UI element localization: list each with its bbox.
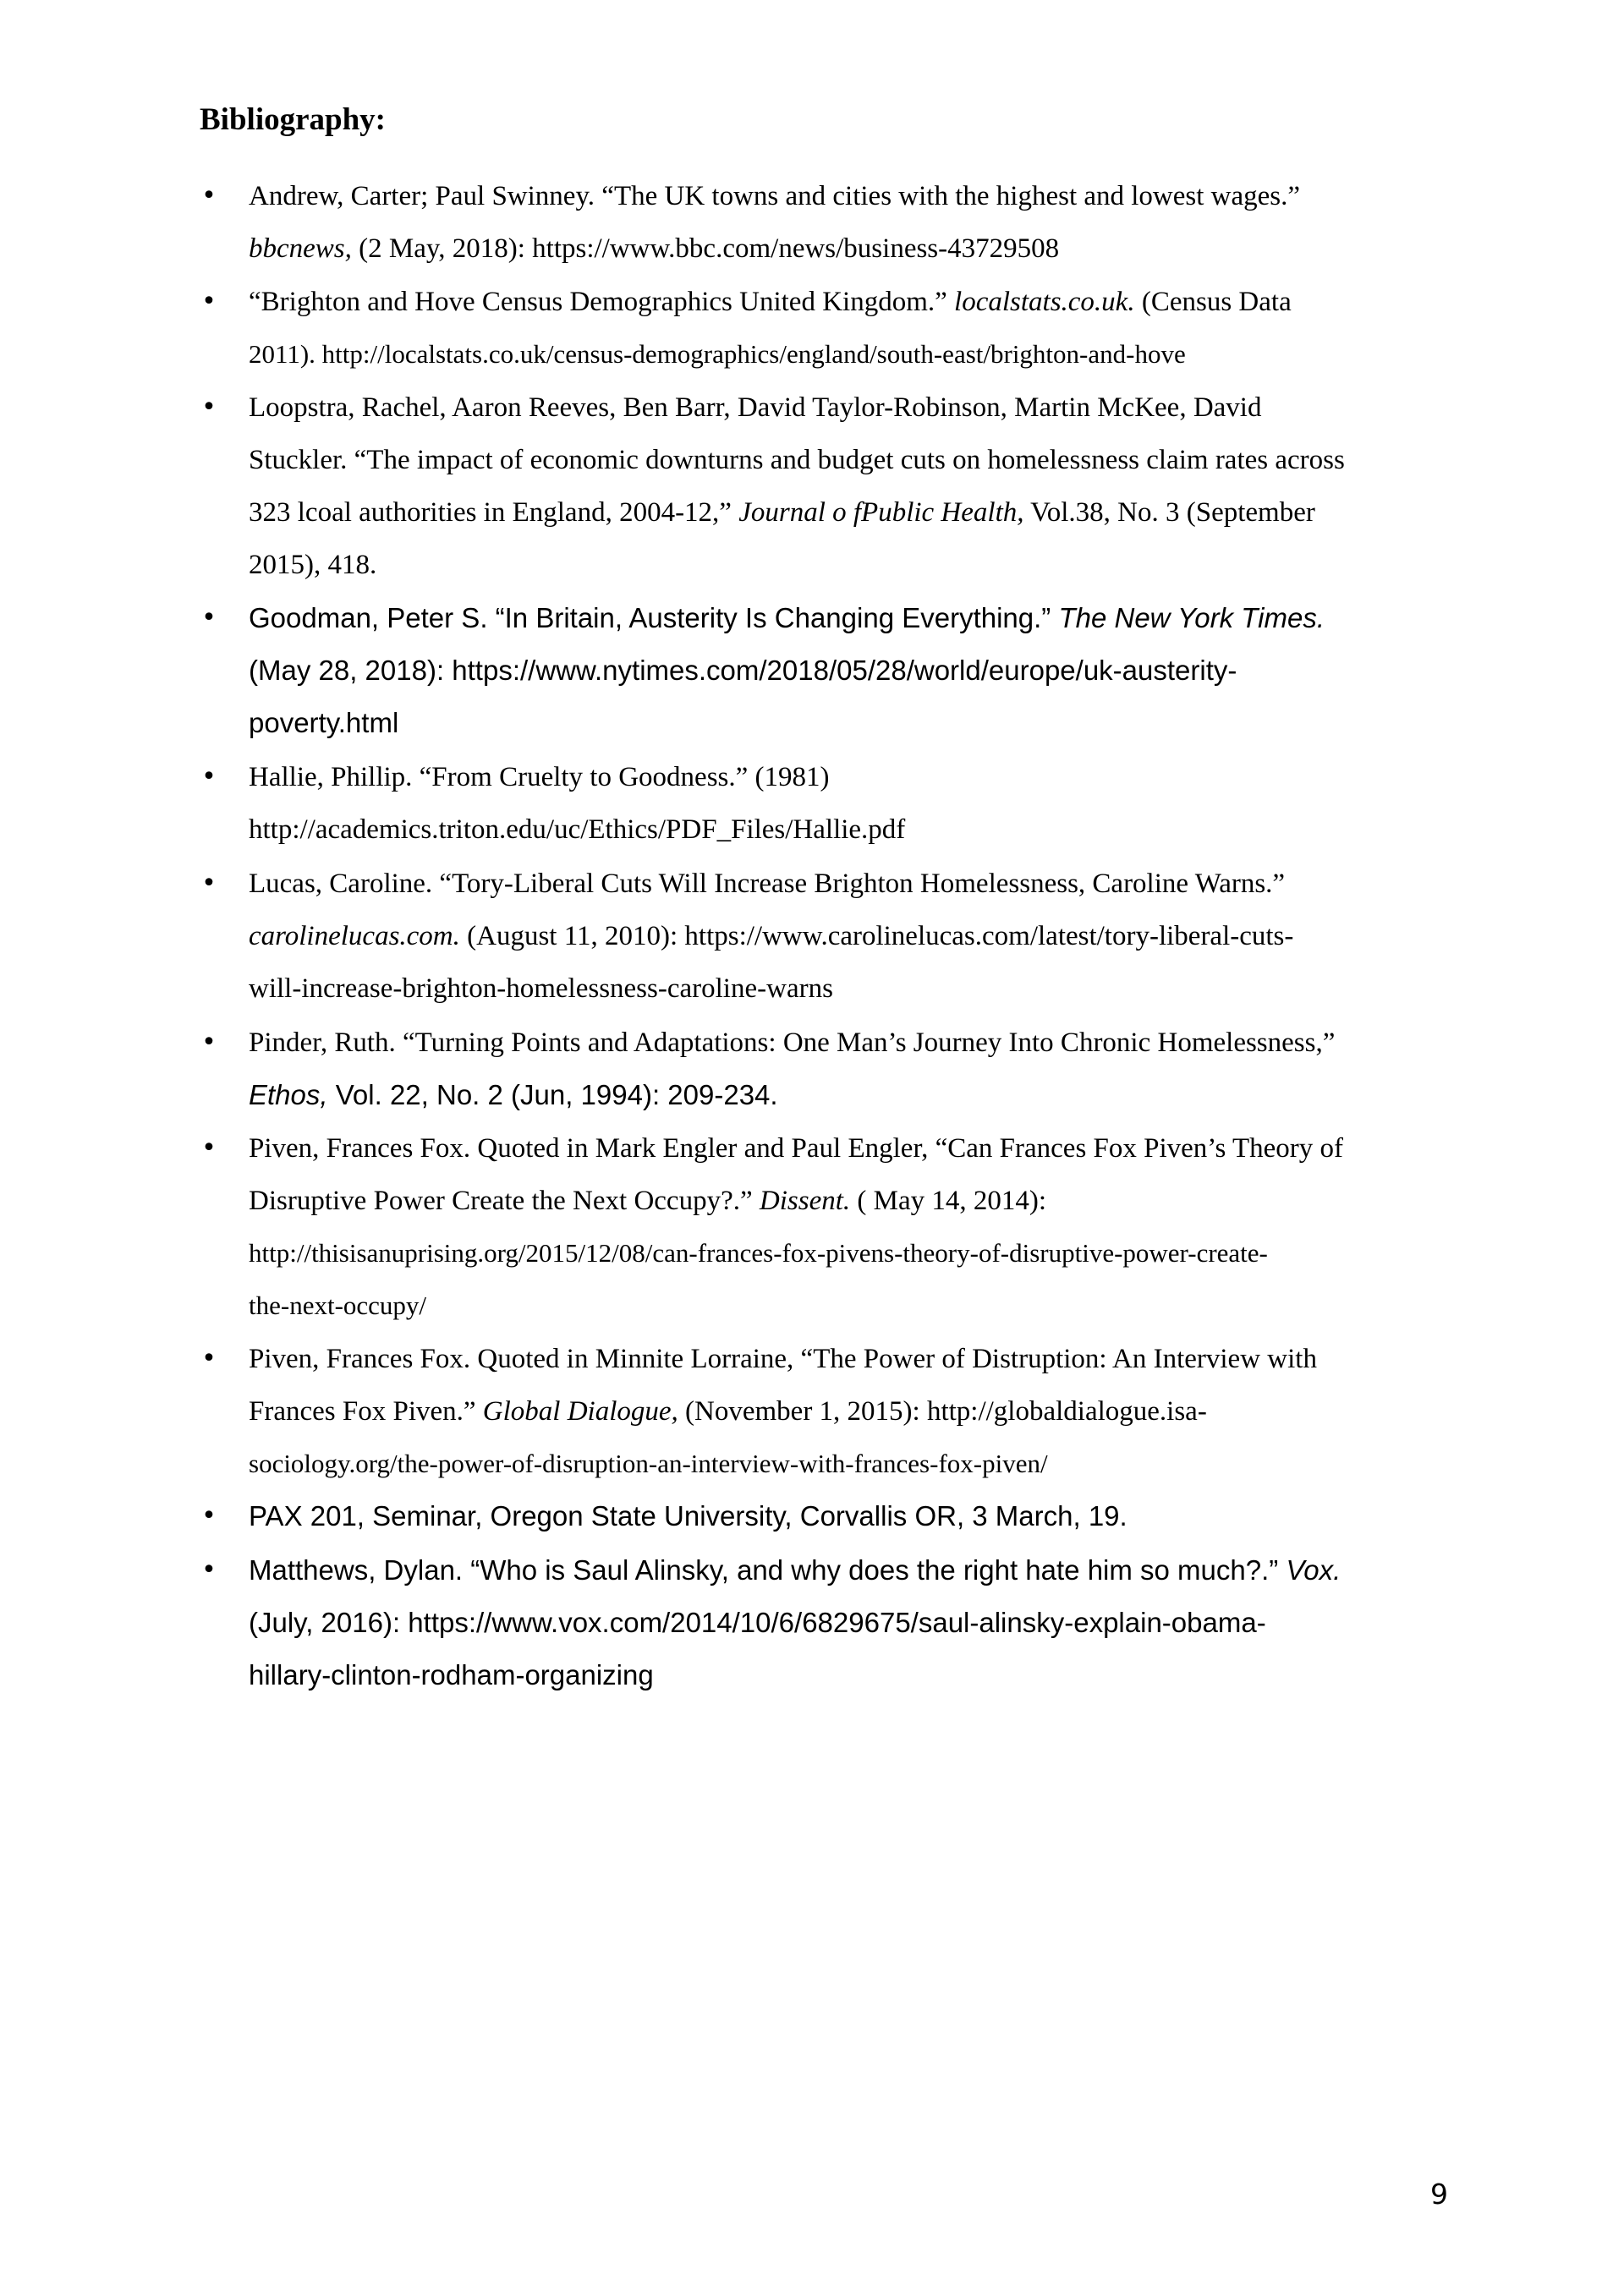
bullet-icon: • (201, 603, 217, 633)
bullet-icon: • (201, 762, 217, 792)
bullet-icon: • (201, 1027, 217, 1057)
bullet-icon: • (201, 1344, 217, 1373)
bullet-icon: • (201, 392, 217, 422)
bullet-icon: • (201, 1555, 217, 1585)
page-number: 9 (1430, 2178, 1448, 2211)
bullet-icon: • (201, 287, 217, 316)
bullet-icon: • (201, 869, 217, 898)
bullet-icon: • (201, 1133, 217, 1163)
bullet-icon: • (201, 181, 217, 211)
document-page: Bibliography: • Andrew, Carter; Paul Swinney. “The UK towns and cities with the highest and lowest wages.” bbcnews, (2 May, 2018): https://www.bbc.com/news/business-43729508 • “Brighton and Hove Census Demographics United Kingdom.” localstats.co.uk. (Census Data 2011). http://localstats.co.uk/census-demographics/england/south-east/brighton-and-hove • Loopstra, Rachel, Aaron Reeves, Ben Barr, David Taylor-Robinson, Martin McKee, David Stuckler. “The impact of economic downturns and budget cuts on homelessness claim rates across 323 lcoal authorities in England, 2004-12,” Journal o fPublic Health, Vol.38, No. 3 (September 2015), 418. • Goodman, Peter S. “In Britain, Austerity Is Changing Everything.” The New York Times. (May 28, 2018): https://www.nytimes.com/2018/05/28/world/europe/uk-austerity- poverty.html • Hallie, Phillip. “From Cruelty to Goodness.” (1981) http://academics.triton.edu/uc/Ethics/PDF_Files/Hallie.pdf • Lucas, Caroline. “Tory-Liberal Cuts Will Increase Brighton Homelessness, Caroline Warns.” carolinelucas.com. (August 11, 2010): https://www.carolinelucas.com/latest/tory-liberal-cuts- will-increase-brighton-homelessness-caroline-warns • Pinder, Ruth. “Turning Points and Adaptations: One Man’s Journey Into Chronic Homelessness,” Ethos, Vol. 22, No. 2 (Jun, 1994): 209-234. • Piven, Frances Fox. Quoted in Mark Engler and Paul Engler, “Can Frances Fox Piven’s Theory of Disruptive Power Create the Next Occupy?.” Dissent. ( May 14, 2014): http://thisisanuprising.org/2015/12/08/can-frances-fox-pivens-theory-of-disruptive-power-create- the-next-occupy/ • Piven, Frances Fox. Quoted in Minnite Lorraine, “The Power of Distruption: An Interview with Frances Fox Piven.” Global Dialogue, (November 1, 2015): http://globaldialogue.isa- sociology.org/the-power-of-disruption-an-interview-with-frances-fox-piven/ • PAX 201, Seminar, Oregon State University, Corvallis OR, 3 March, 19. • Matthews, Dylan. “Who is Saul Alinsky, and why does the right hate him so much?.” Vox. (July, 2016): https://www.vox.com/2014/10/6/6829675/saul-alinsky-explain-obama- hillary-clinton-rodham-organizing 9 (0, 0, 1624, 2296)
bibliography-heading: Bibliography: (200, 102, 386, 137)
bullet-icon: • (201, 1501, 217, 1531)
